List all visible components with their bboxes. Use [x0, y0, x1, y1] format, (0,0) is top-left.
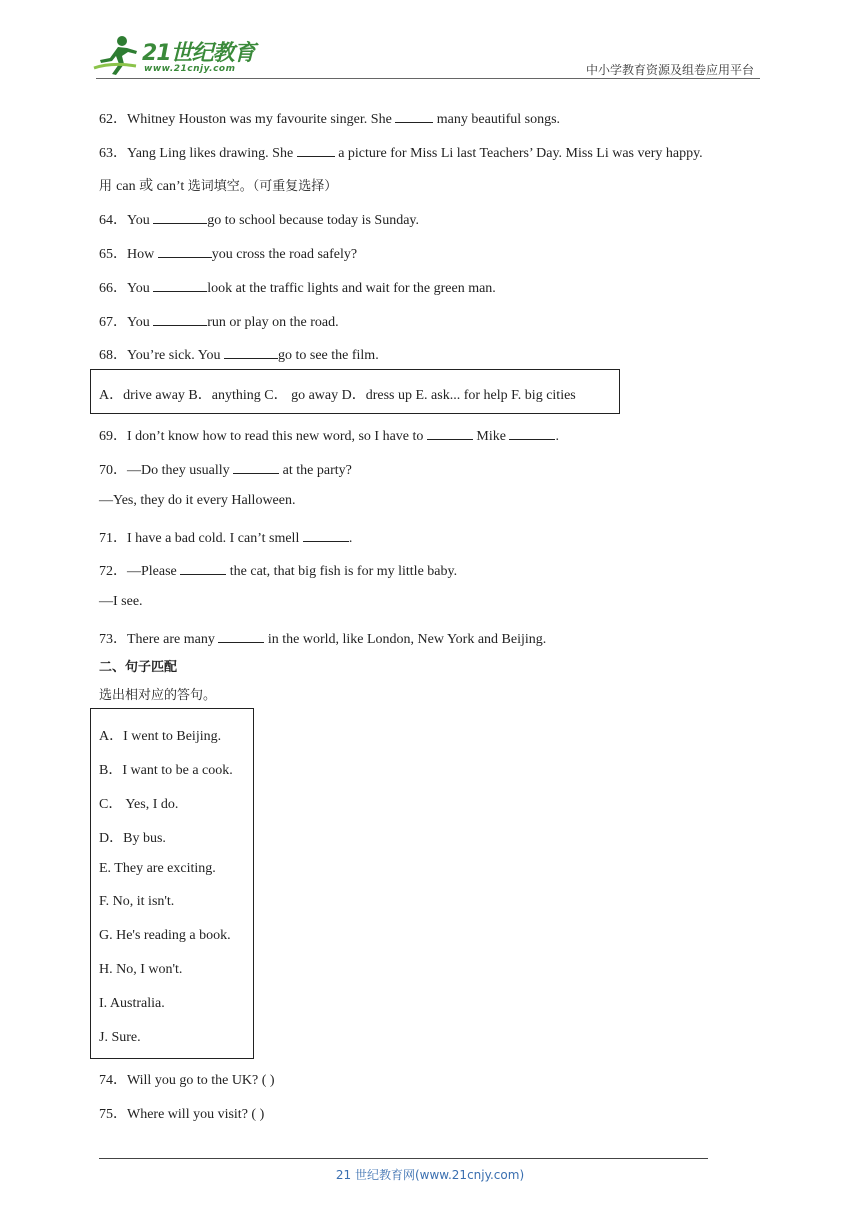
answer-blank[interactable]	[153, 211, 207, 224]
question-number: 69．	[99, 429, 127, 444]
question-75	[99, 1103, 264, 1123]
question-text: Yang Ling likes drawing. She	[127, 146, 297, 161]
question-66	[99, 277, 496, 297]
question-number: 64．	[99, 213, 127, 228]
answer-blank[interactable]	[218, 630, 264, 643]
answer-blank[interactable]	[427, 427, 473, 440]
instruction-text: 用	[99, 179, 117, 194]
instruction-text: can 或 can’t	[116, 179, 188, 194]
question-number: 68．	[99, 348, 127, 363]
question-text: go to school because today is Sunday.	[207, 213, 419, 228]
answer-blank[interactable]	[224, 346, 278, 359]
logo-sub-text: www.21cnjy.com	[144, 64, 236, 74]
answer-blank[interactable]	[297, 144, 335, 157]
answer-option: B．I want to be a cook.	[99, 763, 233, 778]
question-number: 75．	[99, 1107, 127, 1122]
question-number: 70．	[99, 463, 127, 478]
answer-blank[interactable]	[233, 461, 279, 474]
answer-blank[interactable]	[395, 110, 433, 123]
question-text: run or play on the road.	[207, 315, 339, 330]
header-divider	[96, 78, 760, 79]
answer-option: C． Yes, I do.	[99, 797, 179, 812]
question-text: —Do they usually	[127, 463, 234, 478]
question-74	[99, 1069, 275, 1089]
question-text: You’re sick. You	[127, 348, 224, 363]
footer-link[interactable]: 21 世纪教育网(www.21cnjy.com)	[335, 1168, 525, 1182]
question-71	[99, 527, 352, 547]
question-text: Mike	[472, 429, 510, 444]
question-text: the cat, that big fish is for my little baby.	[226, 564, 458, 579]
answer-blank[interactable]	[153, 313, 207, 326]
question-text: You	[127, 281, 154, 296]
answer-blank[interactable]	[158, 245, 212, 258]
answer-option: D．By bus.	[99, 831, 166, 846]
question-text: How	[127, 247, 158, 262]
question-text: There are many	[127, 632, 219, 647]
question-73	[99, 628, 546, 648]
question-number: 74．	[99, 1073, 127, 1088]
question-63	[99, 142, 703, 162]
answer-option: H. No, I won't.	[99, 962, 183, 977]
question-text: I don’t know how to read this new word, so I have to	[127, 429, 427, 444]
question-text: at the party?	[279, 463, 352, 478]
answer-option: J. Sure.	[99, 1030, 141, 1045]
question-text: many beautiful songs.	[436, 112, 561, 127]
instruction-can-cant	[99, 175, 337, 195]
question-67	[99, 311, 339, 331]
instruction-text: 选词填空。（可重复选择）	[187, 179, 338, 194]
question-number: 63．	[99, 146, 127, 161]
question-65	[99, 243, 357, 263]
question-text: You	[127, 315, 154, 330]
question-text: a picture for Miss Li last Teachers’ Day. Miss Li was very happy.	[338, 146, 703, 161]
question-text: —Please	[127, 564, 181, 579]
question-text: .	[555, 429, 559, 444]
question-text: Whitney Houston was my favourite singer. She	[127, 112, 396, 127]
question-68	[99, 344, 379, 364]
section-title: 二、句子匹配	[99, 660, 178, 675]
header-tagline: 中小学教育资源及组卷应用平台	[585, 63, 754, 77]
answer-blank[interactable]	[180, 562, 226, 575]
answer-option: F. No, it isn't.	[99, 894, 175, 909]
question-number: 73．	[99, 632, 127, 647]
answer-blank[interactable]	[153, 279, 207, 292]
answer-option: E. They are exciting.	[99, 861, 216, 876]
question-text: in the world, like London, New York and Beijing.	[264, 632, 547, 647]
question-69	[99, 425, 559, 445]
answer-option: G. He's reading a book.	[99, 928, 231, 943]
answer-options-box	[90, 708, 254, 1059]
word-choices: A．drive away B．anything C． go away D．dress up E. ask... for help F. big cities	[99, 388, 576, 403]
logo	[92, 34, 262, 78]
word-choice-box	[90, 369, 620, 414]
question-number: 65．	[99, 247, 127, 262]
question-text: look at the traffic lights and wait for the green man.	[207, 281, 496, 296]
question-62	[99, 108, 560, 128]
question-70	[99, 459, 352, 479]
answer-option: I. Australia.	[99, 996, 165, 1011]
question-number: 71．	[99, 531, 127, 546]
question-text: You	[127, 213, 154, 228]
question-64	[99, 209, 419, 229]
runner-logo-icon	[92, 34, 140, 76]
answer-blank[interactable]	[303, 529, 349, 542]
question-72-reply: —I see.	[99, 594, 143, 609]
question-text: go to see the film.	[278, 348, 379, 363]
question-text: .	[348, 531, 353, 546]
question-text: you cross the road safely?	[211, 247, 358, 262]
section-instruction: 选出相对应的答句。	[99, 688, 217, 703]
logo-main-text: 21世纪教育	[142, 41, 255, 66]
answer-blank[interactable]	[509, 427, 555, 440]
question-72	[99, 560, 457, 580]
footer-divider	[99, 1158, 708, 1159]
question-text: Will you go to the UK? ( )	[127, 1073, 275, 1088]
question-70-reply: —Yes, they do it every Halloween.	[99, 493, 296, 508]
question-number: 72．	[99, 564, 127, 579]
question-text: Where will you visit? ( )	[127, 1107, 265, 1122]
question-number: 67．	[99, 315, 127, 330]
question-number: 66．	[99, 281, 127, 296]
page-header	[0, 0, 860, 82]
question-text: I have a bad cold. I can’t smell	[127, 531, 303, 546]
question-number: 62．	[99, 112, 127, 127]
answer-option: A．I went to Beijing.	[99, 729, 222, 744]
